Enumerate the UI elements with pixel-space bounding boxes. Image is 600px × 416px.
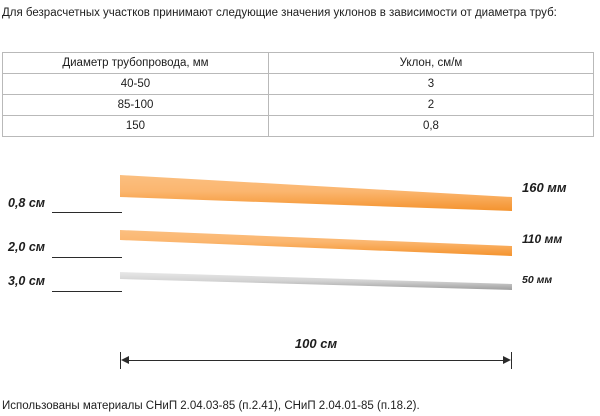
- pipe-shape-50mm: [120, 272, 512, 290]
- leader-line-slope-3: [52, 291, 122, 292]
- slope-table: [2, 52, 594, 137]
- table-cell-diameter: 150: [3, 116, 269, 137]
- diameter-label-2: 110 мм: [522, 232, 563, 246]
- pipe-shape-110mm: [120, 230, 512, 256]
- slope-label-3: 3,0 см: [8, 274, 46, 288]
- table-row: [3, 74, 594, 95]
- dimension-tick-right: [511, 352, 512, 369]
- leader-line-slope-2: [52, 257, 122, 258]
- table-cell-slope: 3: [268, 74, 593, 95]
- table-cell-diameter: 40-50: [3, 74, 269, 95]
- table-cell-slope: 2: [268, 95, 593, 116]
- intro-paragraph: Для безрасчетных участков принимают следующие значения уклонов в зависимости от диаметра труб:: [2, 7, 557, 19]
- table-row: [3, 95, 594, 116]
- slope-label-2: 2,0 см: [8, 240, 46, 254]
- pipe-160mm-svg: [120, 175, 512, 211]
- slope-label-1: 0,8 см: [8, 196, 46, 210]
- dimension-axis: [126, 360, 506, 361]
- pipe-slope-diagram: [0, 150, 600, 380]
- dimension-line: [120, 336, 512, 372]
- arrow-right-icon: [503, 356, 511, 364]
- pipe-110mm-svg: [120, 230, 512, 256]
- table-header-row: [3, 53, 594, 74]
- diameter-label-1: 160 мм: [522, 180, 567, 195]
- pipe-50mm-svg: [120, 272, 512, 290]
- pipe-shape-160mm: [120, 175, 512, 211]
- table-row: [3, 116, 594, 137]
- table-header-diameter: Диаметр трубопровода, мм: [3, 53, 269, 74]
- diameter-label-3: 50 мм: [522, 274, 553, 286]
- table-header-slope: Уклон, см/м: [268, 53, 593, 74]
- table-cell-diameter: 85-100: [3, 95, 269, 116]
- table-cell-slope: 0,8: [268, 116, 593, 137]
- leader-line-slope-1: [52, 212, 122, 213]
- footer-note: Использованы материалы СНиП 2.04.03-85 (п.2.41), СНиП 2.04.01-85 (п.18.2).: [2, 400, 420, 412]
- dimension-label: 100 см: [294, 336, 338, 351]
- arrow-left-icon: [121, 356, 129, 364]
